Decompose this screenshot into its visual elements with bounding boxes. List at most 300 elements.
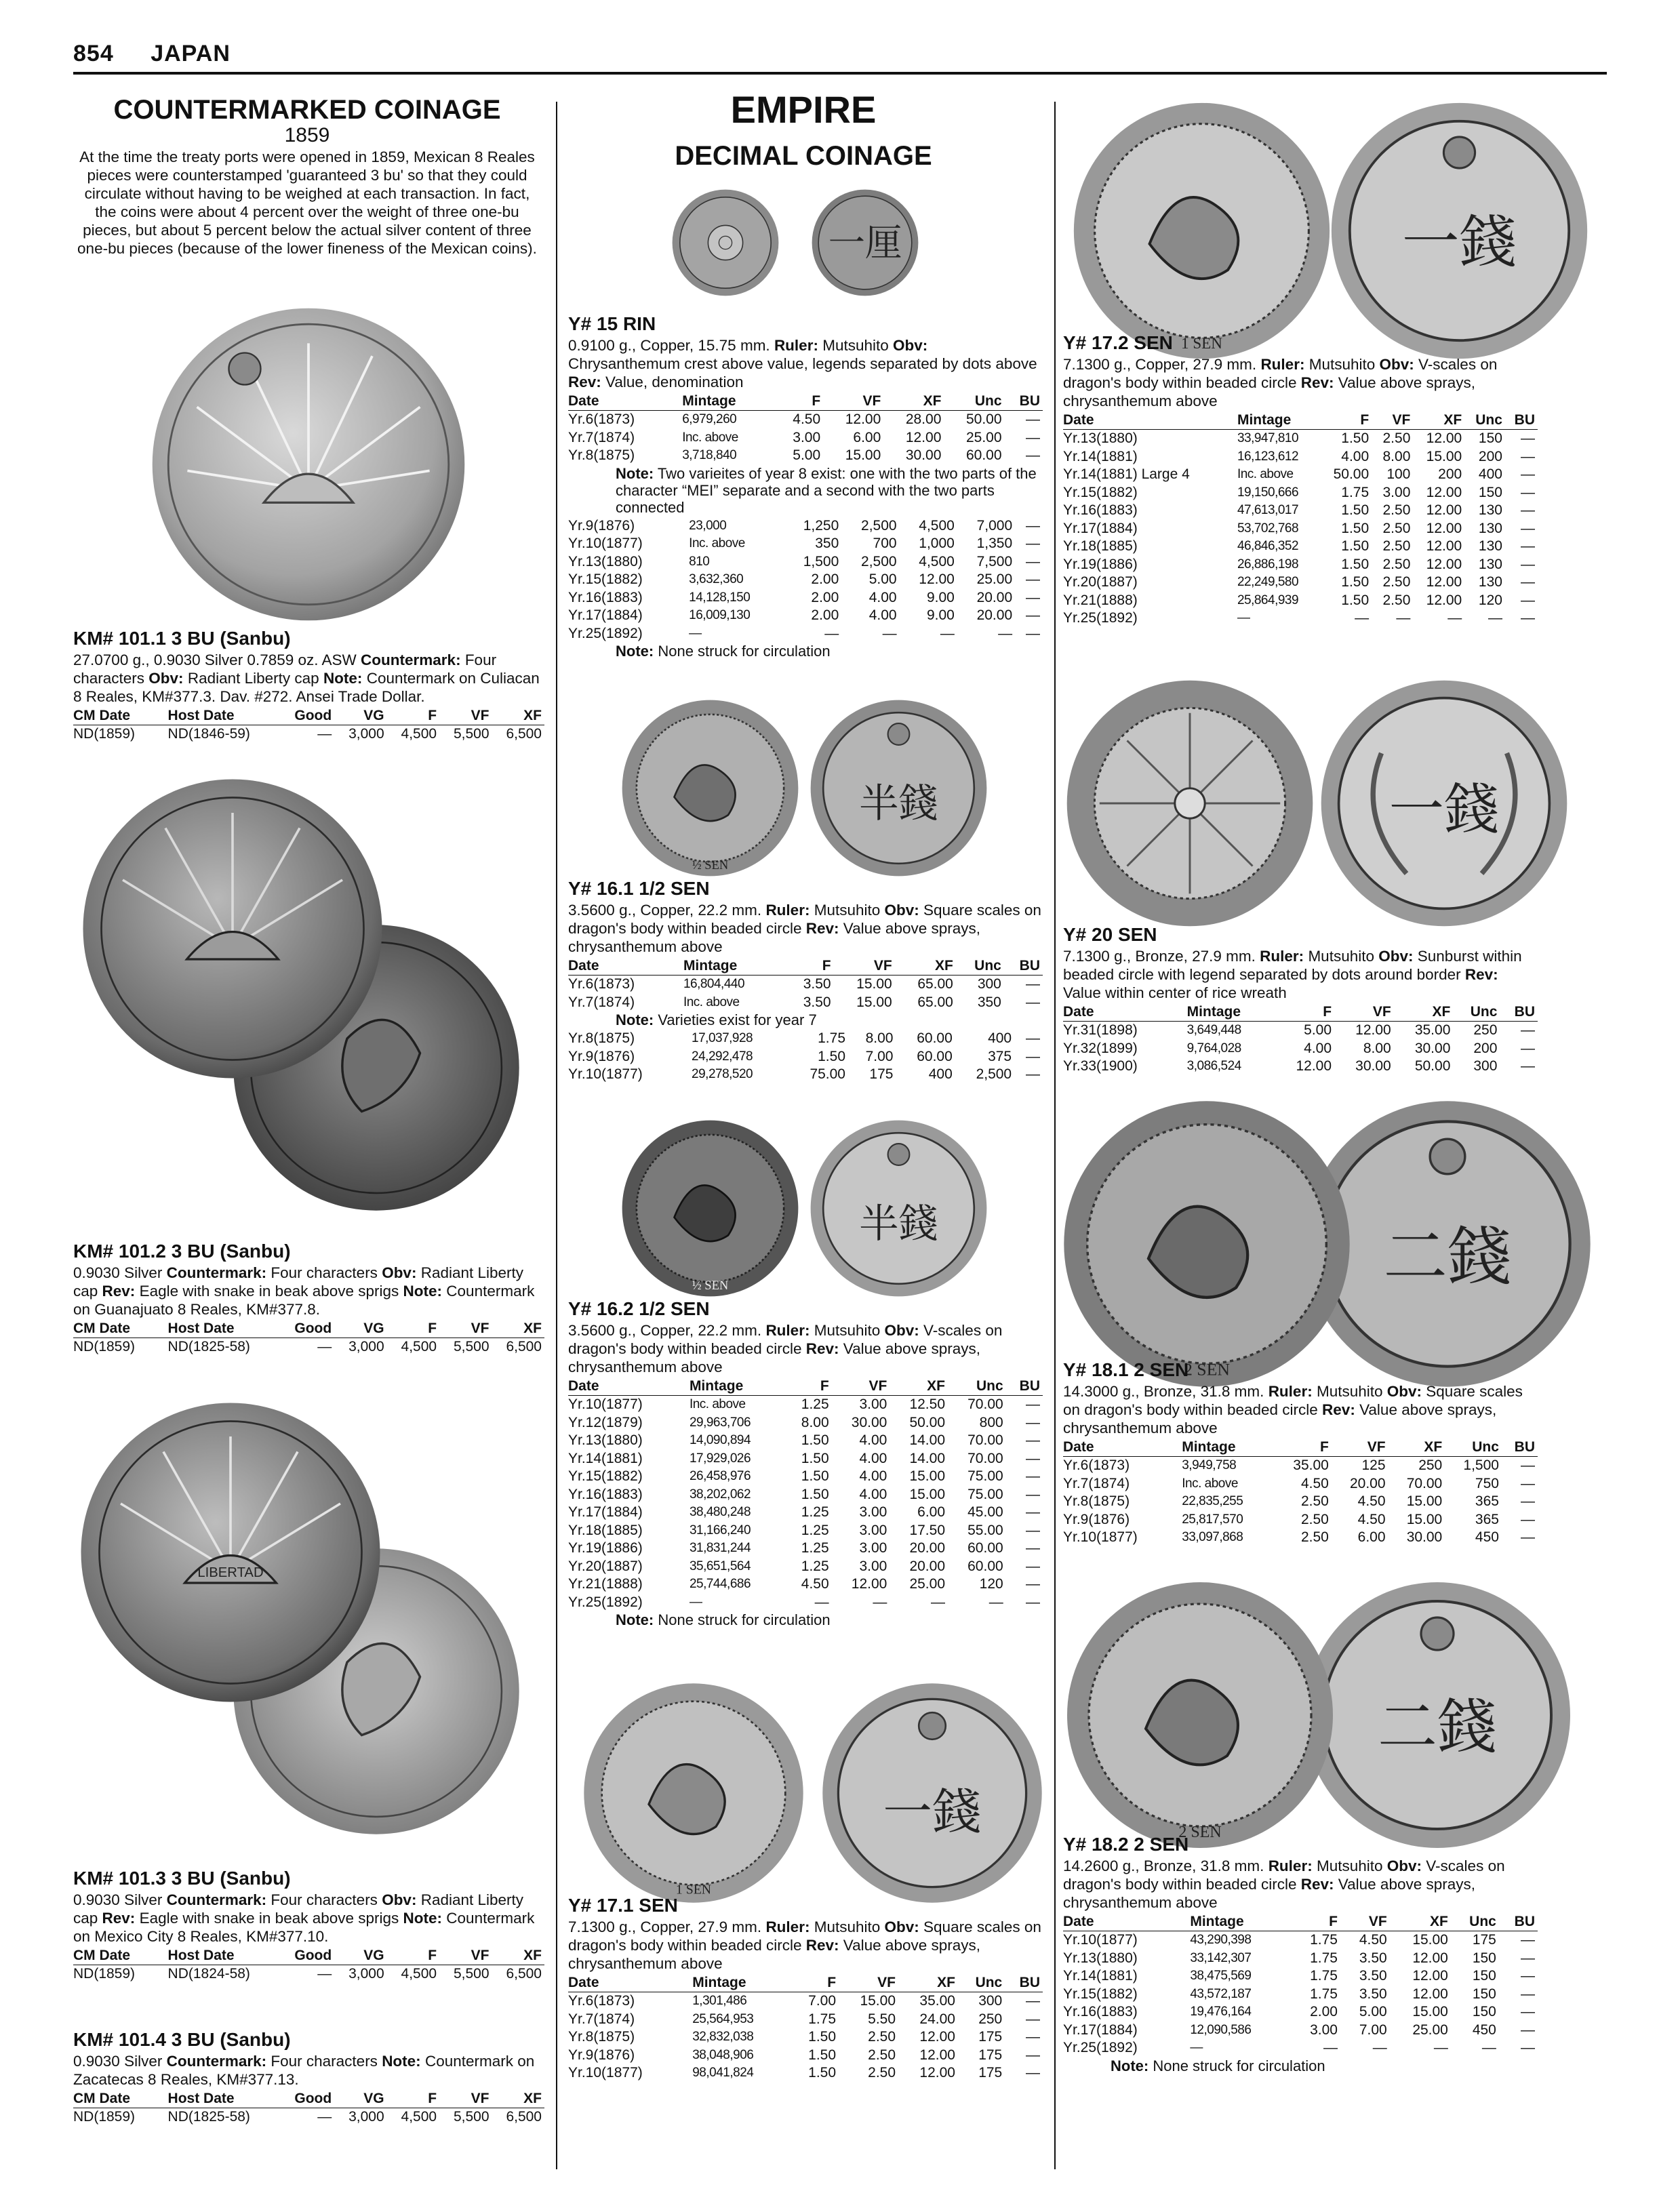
- entry-note: Note: None struck for circulation: [1111, 2057, 1325, 2074]
- table-cell: Yr.15(1882): [1063, 1986, 1138, 2002]
- table-cell: —: [1026, 1432, 1040, 1448]
- coin-image-y16-2-obverse: [620, 1119, 800, 1298]
- table-row: [568, 2047, 1043, 2065]
- table-cell: 4.00: [868, 589, 897, 605]
- table-cell: —: [1026, 2065, 1040, 2080]
- table-cell: —: [931, 1594, 946, 1610]
- table-cell: —: [1521, 556, 1535, 572]
- table-cell: 1.50: [808, 2065, 837, 2080]
- table-cell: 4,500: [919, 553, 955, 569]
- table-cell: —: [1026, 1048, 1040, 1064]
- table-row: [1063, 502, 1538, 520]
- table-cell: 130: [1478, 574, 1502, 590]
- coin-image-km101-3-obverse: [78, 1400, 383, 1705]
- silver-coin-icon: [78, 1400, 383, 1705]
- table-cell: —: [814, 1594, 829, 1610]
- coin-image-y17-1-obverse: [582, 1681, 805, 1905]
- table-cell: Yr.6(1873): [568, 1993, 635, 2009]
- table-cell: 1.50: [801, 1468, 829, 1484]
- table-row: [568, 1522, 1043, 1540]
- table-cell: 3.00: [1382, 484, 1411, 500]
- silver-coin-icon: [80, 776, 385, 1081]
- entry-note: Note: Varieties exist for year 7: [616, 1011, 817, 1028]
- table-cell: —: [1026, 1414, 1040, 1430]
- table-cell: 2.50: [868, 2047, 896, 2063]
- table-cell: Yr.9(1876): [1063, 1511, 1130, 1527]
- column-header: Unc: [956, 957, 1004, 976]
- table-cell: 8.00: [1382, 448, 1411, 464]
- column-header: F: [774, 393, 823, 411]
- table-header-row: [1063, 1913, 1538, 1931]
- price-table: CM Date Host Date Good VG F VF XF ND(1859) ND(1825-58) — 3,000 4,500 5,500 6,500: [73, 2090, 544, 2127]
- dragon-coin-icon: [582, 1681, 805, 1905]
- price-table: CM Date Host Date Good VG F VF XF ND(1859) ND(1824-58) — 3,000 4,500 5,500 6,500: [73, 1947, 544, 1984]
- table-cell: 300: [977, 976, 1001, 992]
- price-table: [1063, 1003, 1538, 1076]
- svg-text:LIBERTAD: LIBERTAD: [197, 1565, 264, 1580]
- table-cell: 12.00: [1426, 538, 1462, 554]
- column-header: XF: [1413, 411, 1464, 430]
- svg-text:二錢: 二錢: [1377, 1692, 1498, 1762]
- table-cell: —: [1521, 610, 1535, 626]
- column-header: VF: [1372, 411, 1413, 430]
- table-row: [568, 976, 1043, 994]
- table-cell: Yr.16(1883): [568, 589, 643, 605]
- column-header: XF: [898, 1974, 958, 1992]
- table-cell: 5.00: [1359, 2004, 1387, 2019]
- table-cell: Yr.10(1877): [568, 1066, 643, 1082]
- table-cell: 4.00: [859, 1450, 887, 1466]
- column-header: VF: [834, 957, 895, 976]
- table-cell: Yr.25(1892): [568, 1594, 643, 1610]
- table-cell: 150: [1472, 1950, 1496, 1966]
- table-cell: 65.00: [917, 976, 953, 992]
- coin-image-y16-1-obverse: [620, 698, 800, 878]
- section-year: 1859: [284, 124, 330, 146]
- table-cell: 70.00: [967, 1396, 1003, 1412]
- column-header: Unc: [1464, 411, 1505, 430]
- table-cell: —: [1026, 1540, 1040, 1556]
- table-cell: 19,150,666: [1237, 485, 1299, 500]
- table-cell: Inc. above: [689, 1397, 746, 1411]
- table-cell: 300: [1473, 1058, 1498, 1074]
- table-cell: 70.00: [1406, 1475, 1443, 1491]
- entry-km101-4: [73, 2029, 544, 2127]
- table-cell: Yr.17(1884): [1063, 520, 1138, 536]
- table-cell: 2.50: [1382, 538, 1411, 554]
- table-cell: Inc. above: [689, 536, 745, 550]
- table-cell: 4.50: [1300, 1475, 1329, 1491]
- entry-y17-1: [568, 1895, 1043, 2083]
- table-cell: —: [1433, 2040, 1448, 2055]
- table-header-row: [568, 393, 1043, 411]
- table-cell: —: [824, 625, 839, 641]
- column-header: F: [784, 957, 834, 976]
- table-cell: 5.50: [868, 2011, 896, 2027]
- table-cell: —: [1521, 1950, 1535, 1966]
- table-cell: 29,963,706: [689, 1415, 751, 1430]
- table-cell: 25.00: [976, 571, 1013, 587]
- table-cell: 12.00: [919, 2047, 955, 2063]
- table-cell: 4.50: [801, 1576, 829, 1592]
- table-cell: 7.00: [808, 1993, 837, 2009]
- value-coin-icon: [1302, 1580, 1573, 1851]
- entry-km101-1: [73, 628, 544, 744]
- entry-km101-3: [73, 1868, 544, 1984]
- table-row: [568, 1992, 1043, 2011]
- table-cell: —: [1026, 571, 1040, 587]
- table-cell: Yr.17(1884): [568, 1504, 643, 1520]
- price-table: CM Date Host Date Good VG F VF XF ND(1859) ND(1825-58) — 3,000 4,500 5,500 6,500: [73, 1320, 544, 1356]
- intro-paragraph: At the time the treaty ports were opened in 1859, Mexican 8 Reales pieces were counterstamped 'guaranteed 3 bu' so that they could circulate without having to be weighed at each transaction. In fact, the coins were about 4 percent over the weight of three one-bu pieces, but about 5 percent below the actual silver content of three one-bu pieces (because of the lower fineness of the Mexican coins).: [77, 148, 537, 257]
- table-cell: Yr.18(1885): [568, 1522, 643, 1538]
- table-cell: Yr.7(1874): [568, 429, 635, 445]
- column-header: Unc: [1445, 1439, 1502, 1457]
- table-cell: 15.00: [1426, 448, 1462, 464]
- table-cell: 12.00: [1426, 484, 1462, 500]
- table-cell: 14.00: [909, 1450, 946, 1466]
- column-header: XF: [890, 1378, 948, 1396]
- table-cell: 24,292,478: [692, 1049, 753, 1064]
- table-cell: 1.50: [1341, 574, 1370, 590]
- table-cell: Yr.19(1886): [568, 1540, 643, 1556]
- table-cell: 175: [978, 2029, 1003, 2045]
- table-row: [568, 1450, 1043, 1468]
- table-cell: —: [1026, 517, 1040, 534]
- table-cell: Yr.6(1873): [568, 411, 635, 427]
- table-row: [568, 1504, 1043, 1522]
- svg-text:半錢: 半錢: [859, 780, 938, 826]
- table-cell: —: [1447, 610, 1462, 626]
- table-cell: —: [1521, 1058, 1535, 1074]
- table-cell: 1.25: [801, 1504, 829, 1520]
- table-cell: Inc. above: [1182, 1476, 1238, 1491]
- table-cell: Yr.7(1874): [1063, 1475, 1130, 1491]
- svg-text:1 SEN: 1 SEN: [675, 1882, 712, 1897]
- table-cell: 3,632,360: [689, 572, 744, 586]
- table-row: [1063, 1475, 1538, 1493]
- table-cell: 15.00: [845, 447, 881, 463]
- column-header: BU: [1502, 1439, 1538, 1457]
- table-cell: 12.50: [909, 1396, 946, 1412]
- table-cell: Inc. above: [683, 994, 740, 1009]
- table-cell: 12.00: [1426, 430, 1462, 446]
- table-cell: —: [1521, 2040, 1535, 2055]
- table-cell: —: [940, 625, 955, 641]
- table-row: [568, 625, 1043, 643]
- table-cell: 400: [928, 1066, 953, 1082]
- table-row: [1063, 1931, 1538, 1950]
- table-cell: 1,500: [803, 553, 839, 569]
- column-header: Date: [568, 1378, 677, 1396]
- table-cell: 30.00: [1406, 1529, 1443, 1545]
- table-cell: 125: [1361, 1457, 1386, 1473]
- table-cell: Yr.33(1900): [1063, 1058, 1138, 1074]
- country-name: JAPAN: [151, 41, 231, 66]
- table-cell: —: [1026, 411, 1040, 427]
- coin-image-y17-1-reverse: [820, 1681, 1044, 1905]
- table-cell: 12.00: [1426, 574, 1462, 590]
- table-cell: —: [1026, 994, 1040, 1010]
- table-row: [1063, 430, 1538, 448]
- table-cell: 150: [1472, 1968, 1496, 1984]
- table-cell: 1,000: [919, 536, 955, 551]
- table-cell: —: [1026, 553, 1040, 569]
- table-cell: 6.00: [917, 1504, 946, 1520]
- table-cell: 2.00: [1310, 2004, 1338, 2019]
- table-cell: 26,458,976: [689, 1469, 751, 1483]
- table-cell: 3.00: [859, 1540, 887, 1556]
- table-cell: 12.00: [1412, 1968, 1448, 1984]
- table-cell: —: [1521, 538, 1535, 554]
- coin-image-y16-2-reverse: [809, 1119, 988, 1298]
- table-cell: 9,764,028: [1186, 1041, 1241, 1055]
- table-cell: 6.00: [853, 429, 881, 445]
- column-header: BU: [1499, 1913, 1538, 1931]
- table-row: [1063, 1967, 1538, 1986]
- column-header: Unc: [944, 393, 1004, 411]
- table-cell: —: [1026, 1066, 1040, 1082]
- table-row: [568, 1486, 1043, 1504]
- table-cell: —: [1521, 484, 1535, 500]
- table-cell: 15.00: [1406, 1511, 1443, 1527]
- column-header: F: [1275, 1003, 1334, 1022]
- column-header: F: [1291, 1913, 1340, 1931]
- table-cell: —: [1026, 1594, 1040, 1610]
- table-cell: 1.50: [801, 1450, 829, 1466]
- table-row: [1063, 609, 1538, 628]
- entry-description: 0.9030 Silver Countermark: Four characters Obv: Radiant Liberty cap Rev: Eagle with snake in beak above sprigs Note: Countermark on Guanajuato 8 Reales, KM#377.8.: [73, 1264, 535, 1318]
- table-cell: 3.50: [1359, 1986, 1387, 2002]
- table-cell: 250: [978, 2011, 1003, 2027]
- table-cell: 9.00: [926, 589, 955, 605]
- price-table: [568, 1974, 1043, 2083]
- table-cell: 5.00: [1304, 1022, 1332, 1038]
- value-coin-icon: [820, 1681, 1044, 1905]
- column-header: Mintage: [1225, 411, 1320, 430]
- table-cell: —: [1190, 2040, 1203, 2055]
- table-cell: Yr.16(1883): [1063, 502, 1138, 518]
- table-row: [1063, 592, 1538, 610]
- table-cell: 4.50: [1357, 1511, 1386, 1527]
- table-cell: 75.00: [967, 1486, 1003, 1502]
- column-header: VF: [839, 1974, 898, 1992]
- coin-image-rin-reverse: [811, 188, 919, 297]
- table-header-row: [568, 957, 1043, 976]
- table-cell: Yr.12(1879): [568, 1414, 643, 1430]
- table-cell: Yr.14(1881): [568, 1450, 643, 1466]
- entry-description: 7.1300 g., Copper, 27.9 mm. Ruler: Mutsuhito Obv: Square scales on dragon's body within beaded circle Rev: Value above sprays, chrysanthemum above: [568, 1918, 1041, 1972]
- entry-description: 3.5600 g., Copper, 22.2 mm. Ruler: Mutsuhito Obv: V-scales on dragon's body within beaded circle Rev: Value above sprays, chrysanthemum above: [568, 1322, 1003, 1375]
- table-cell: 1.50: [808, 2047, 837, 2063]
- table-header-row: [568, 1974, 1043, 1992]
- svg-text:一錢: 一錢: [1389, 778, 1500, 842]
- table-cell: 15.00: [1412, 1932, 1448, 1948]
- table-cell: 20.00: [1349, 1475, 1386, 1491]
- table-cell: —: [1026, 536, 1040, 551]
- table-cell: —: [1026, 1993, 1040, 2009]
- table-cell: 2,500: [976, 1066, 1012, 1082]
- table-cell: 4.00: [868, 607, 897, 623]
- table-cell: 800: [979, 1414, 1003, 1430]
- price-table: [568, 1378, 1043, 1611]
- table-cell: 35,651,564: [689, 1559, 751, 1573]
- table-cell: 3,949,758: [1182, 1458, 1237, 1472]
- column-divider-2: [1054, 102, 1056, 2169]
- table-cell: 350: [977, 994, 1001, 1010]
- table-cell: 12.00: [1355, 1022, 1391, 1038]
- table-cell: 43,290,398: [1190, 1933, 1252, 1947]
- table-cell: 130: [1478, 556, 1502, 572]
- table-cell: 24.00: [919, 2011, 955, 2027]
- table-cell: —: [1481, 2040, 1496, 2055]
- entry-description: 14.3000 g., Bronze, 31.8 mm. Ruler: Mutsuhito Obv: Square scales on dragon's body within beaded circle Rev: Value above sprays, chrysanthemum above: [1063, 1383, 1523, 1436]
- entry-y15: [568, 313, 1043, 660]
- table-cell: 120: [979, 1576, 1003, 1592]
- table-cell: 3.50: [1359, 1968, 1387, 1984]
- table-row: [1063, 2022, 1538, 2040]
- table-cell: —: [1521, 502, 1535, 518]
- decimal-coinage-title: DECIMAL COINAGE: [675, 141, 932, 171]
- table-cell: 17,929,026: [689, 1451, 751, 1466]
- table-cell: Yr.14(1881) Large 4: [1063, 466, 1190, 482]
- table-row: [568, 1030, 1043, 1048]
- table-cell: 175: [869, 1066, 894, 1082]
- table-cell: 25.00: [965, 429, 1002, 445]
- entry-title: Y# 17.1 SEN: [568, 1895, 678, 1916]
- table-cell: 1.50: [808, 2029, 837, 2045]
- table-cell: 2.50: [868, 2065, 896, 2080]
- table-cell: 2.50: [1300, 1529, 1329, 1545]
- table-cell: 2.00: [811, 607, 839, 623]
- table-row: [1063, 466, 1538, 484]
- table-cell: 175: [978, 2065, 1003, 2080]
- table-cell: 25,564,953: [692, 2011, 754, 2026]
- table-header-row: [1063, 411, 1538, 430]
- table-cell: 25.00: [909, 1576, 946, 1592]
- entry-y20: [1063, 924, 1538, 1076]
- column-header: VF: [1332, 1439, 1389, 1457]
- page-header: [73, 41, 260, 67]
- table-cell: 3.00: [859, 1522, 887, 1538]
- table-cell: 5.00: [868, 571, 897, 587]
- table-cell: Yr.14(1881): [1063, 448, 1138, 464]
- table-row: [1063, 1022, 1538, 1040]
- table-cell: 50.00: [965, 411, 1002, 427]
- table-cell: —: [1026, 1558, 1040, 1574]
- dragon-coin-icon: [620, 698, 800, 878]
- column-header: Mintage: [1170, 1439, 1275, 1457]
- coin-image-y16-1-reverse: [809, 698, 988, 878]
- table-cell: 2,500: [861, 517, 897, 534]
- table-row: [568, 429, 1043, 447]
- table-row: [568, 571, 1043, 589]
- table-row: [1063, 538, 1538, 556]
- table-cell: —: [1026, 976, 1040, 992]
- table-cell: —: [1026, 1030, 1040, 1046]
- table-cell: Yr.6(1873): [1063, 1457, 1130, 1473]
- column-header: Unc: [1453, 1003, 1500, 1022]
- svg-text:½ SEN: ½ SEN: [692, 858, 729, 872]
- sunburst-coin-icon: [1064, 678, 1315, 929]
- svg-text:2 SEN: 2 SEN: [1183, 1359, 1231, 1380]
- table-cell: 3.50: [803, 994, 831, 1010]
- table-row: [1063, 556, 1538, 574]
- table-cell: 4.00: [859, 1432, 887, 1448]
- table-cell: 50.00: [1414, 1058, 1451, 1074]
- table-row: [1063, 2003, 1538, 2022]
- table-cell: 700: [873, 536, 897, 551]
- table-cell: 15.00: [1412, 2004, 1448, 2019]
- table-cell: 150: [1478, 484, 1502, 500]
- table-cell: Yr.9(1876): [568, 2047, 635, 2063]
- table-cell: —: [1026, 589, 1040, 605]
- table-cell: —: [1026, 607, 1040, 623]
- column-header: VF: [1334, 1003, 1394, 1022]
- table-cell: —: [1521, 1986, 1535, 2002]
- table-cell: 30.00: [1355, 1058, 1391, 1074]
- table-row: [1063, 1457, 1538, 1475]
- table-cell: —: [1487, 610, 1502, 626]
- column-header: BU: [1005, 393, 1043, 411]
- table-cell: 4.00: [859, 1486, 887, 1502]
- entry-title: Y# 18.2 2 SEN: [1063, 1834, 1189, 1855]
- table-cell: 12.00: [851, 1576, 887, 1592]
- table-row: [568, 411, 1043, 429]
- wreath-coin-icon: [1319, 678, 1570, 929]
- value-coin-icon: [809, 1119, 988, 1298]
- table-cell: 6,979,260: [682, 412, 737, 426]
- entry-description: 7.1300 g., Bronze, 27.9 mm. Ruler: Mutsuhito Obv: Sunburst within beaded circle with legend separated by dots around border Rev: Value within center of rice wreath: [1063, 948, 1522, 1001]
- price-table: [1063, 1913, 1538, 2057]
- table-cell: 26,886,198: [1237, 557, 1299, 571]
- coin-image-y17-2-reverse: [1329, 100, 1590, 361]
- table-cell: 375: [988, 1048, 1012, 1064]
- table-cell: 25,744,686: [689, 1577, 751, 1591]
- table-cell: 3,718,840: [682, 448, 737, 462]
- table-cell: 3,649,448: [1186, 1023, 1241, 1037]
- table-cell: —: [1521, 1968, 1535, 1984]
- table-cell: 12.00: [845, 411, 881, 427]
- table-cell: —: [1521, 1040, 1535, 1056]
- table-cell: Yr.19(1886): [1063, 556, 1138, 572]
- table-cell: 2.50: [868, 2029, 896, 2045]
- table-cell: 450: [1472, 2022, 1496, 2038]
- table-cell: Yr.6(1873): [568, 976, 635, 992]
- entry-title: Y# 20 SEN: [1063, 924, 1157, 945]
- column-header: Mintage: [671, 957, 784, 976]
- table-cell: 2.00: [811, 589, 839, 605]
- entry-description: 3.5600 g., Copper, 22.2 mm. Ruler: Mutsuhito Obv: Square scales on dragon's body within beaded circle Rev: Value above sprays, chrysanthemum above: [568, 902, 1041, 955]
- table-row: [568, 1414, 1043, 1432]
- table-cell: 2.50: [1382, 520, 1411, 536]
- column-header: Mintage: [680, 1974, 791, 1992]
- table-cell: 12.00: [1426, 556, 1462, 572]
- table-cell: 16,123,612: [1237, 449, 1299, 464]
- table-row: [568, 447, 1043, 465]
- column-header: XF: [895, 957, 956, 976]
- table-cell: 175: [978, 2047, 1003, 2063]
- table-cell: 2.50: [1382, 502, 1411, 518]
- table-cell: 30.00: [905, 447, 942, 463]
- table-cell: —: [1026, 447, 1040, 463]
- entry-description: 27.0700 g., 0.9030 Silver 0.7859 oz. ASW Countermark: Four characters Obv: Radiant Liberty cap Note: Countermark on Culiacan 8 Reales, KM#377.3. Dav. #272. Ansei Trade Dollar.: [73, 651, 540, 705]
- page-number: 854: [73, 41, 114, 66]
- table-cell: 45.00: [967, 1504, 1003, 1520]
- copper-coin-icon: [811, 188, 919, 297]
- table-row: [1063, 448, 1538, 466]
- table-row: [1063, 484, 1538, 502]
